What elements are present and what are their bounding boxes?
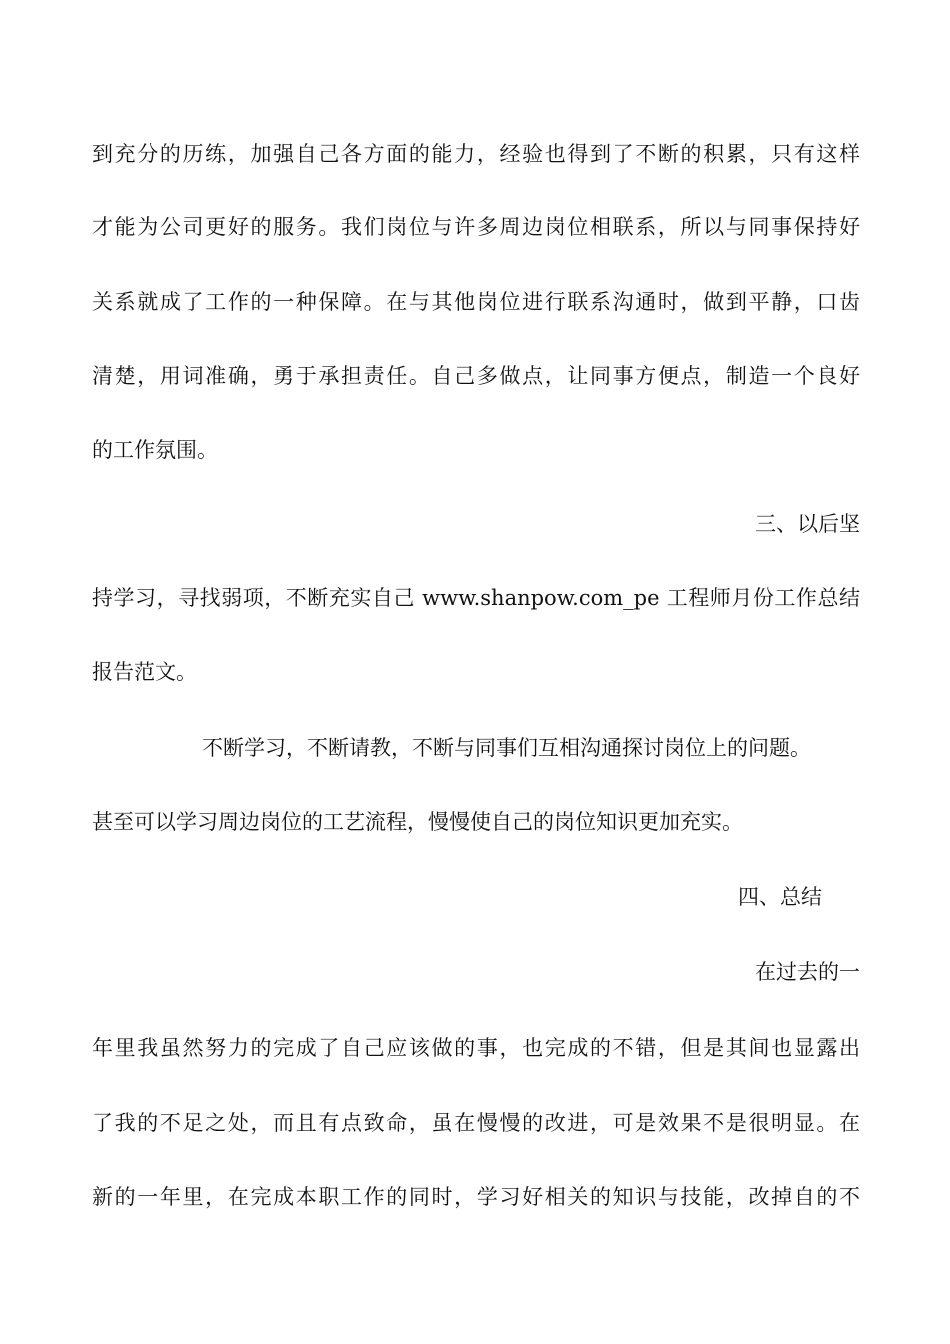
section-heading: 四、总结 bbox=[738, 885, 822, 909]
body-text-line: 关系就成了工作的一种保障。在与其他岗位进行联系沟通时，做到平静，口齿 bbox=[92, 290, 860, 314]
paragraph-start-line: 不断学习，不断请教，不断与同事们互相沟通探讨岗位上的问题。 bbox=[202, 736, 811, 760]
body-text-line: 的工作氛围。 bbox=[92, 438, 218, 462]
paragraph-start-line: 在过去的一 bbox=[755, 960, 860, 984]
section-heading: 三、以后坚 bbox=[755, 512, 860, 536]
body-text-line: 报告范文。 bbox=[92, 660, 197, 684]
body-text-line: 清楚，用词准确，勇于承担责任。自己多做点，让同事方便点，制造一个良好 bbox=[92, 364, 860, 388]
body-text-line: 了我的不足之处，而且有点致命，虽在慢慢的改进，可是效果不是很明显。在 bbox=[92, 1111, 860, 1135]
body-text-line: 年里我虽然努力的完成了自己应该做的事，也完成的不错，但是其间也显露出 bbox=[92, 1036, 860, 1060]
body-text-line: 到充分的历练，加强自己各方面的能力，经验也得到了不断的积累，只有这样 bbox=[92, 142, 860, 166]
body-text-line: 新的一年里，在完成本职工作的同时，学习好相关的知识与技能，改掉自的不 bbox=[92, 1185, 860, 1209]
body-text-line: 才能为公司更好的服务。我们岗位与许多周边岗位相联系，所以与同事保持好 bbox=[92, 215, 860, 239]
body-text-line: 持学习，寻找弱项，不断充实自己 www.shanpow.com_pe 工程师月份工作总结 bbox=[92, 586, 860, 610]
body-text-line: 甚至可以学习周边岗位的工艺流程，慢慢使自己的岗位知识更加充实。 bbox=[92, 810, 743, 834]
